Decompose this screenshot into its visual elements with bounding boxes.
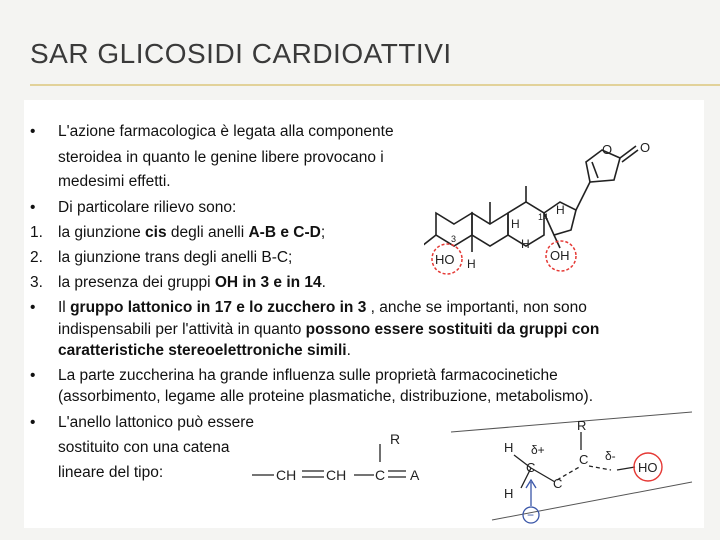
model-c-1: C [526,460,536,475]
stereoelectronic-model [449,410,694,528]
negative-charge-symbol: − [527,508,535,522]
number-marker-1: 1. [30,224,43,241]
model-h-top: H [504,440,514,455]
h-c8: H [511,217,520,231]
item-1-text-c: ; [320,224,326,241]
numbered-item-2: la giunzione trans degli anelli B-C; [58,249,293,266]
position-14-label: 14 [538,212,549,222]
ho-3-group [424,238,474,278]
h-c5: H [467,257,476,271]
bullet-3-bold-a: gruppo lattonico in 17 e lo zucchero in 3 [70,299,367,316]
item-1-text-b: degli anelli [166,224,249,241]
bullet-3-line-1 [58,298,587,318]
linear-chain-formula [252,426,442,486]
oh-c14: OH [550,248,570,263]
position-3-label: 3 [451,234,457,244]
h-c9: H [521,237,530,251]
number-marker-3: 3. [30,274,43,291]
numbered-item-1 [58,223,325,243]
delta-minus: δ- [605,449,616,463]
item-3-text-a: la presenza dei gruppi [58,274,215,291]
item-1-bold-cis: cis [145,224,167,241]
bullet-4-line-2: (assorbimento, legame alle proteine plasmatiche, distribuzione, metabolismo). [58,388,594,405]
title-divider [30,84,720,86]
item-3-bold: OH in 3 e in 14 [214,274,322,291]
bullet-5-line-1: L'anello lattonico può essere [58,414,254,431]
chain-ch-2: CH [326,467,347,483]
ho-c3-label: HO [435,252,455,267]
bullet-1-line-3: medesimi effetti. [58,173,171,190]
item-1-text-a: la giunzione [58,224,146,241]
item-3-text-b: . [321,274,326,291]
bullet-4-line-1: La parte zuccherina ha grande influenza sulle proprietà farmacocinetiche [58,367,558,384]
bullet-2-line: Di particolare rilievo sono: [58,199,237,216]
chain-r: R [390,431,401,447]
model-ho: HO [638,460,658,475]
bullet-1-line-2: steroidea in quanto le genine libere provocano i [58,149,384,166]
chain-a: A [410,467,420,483]
model-h-bottom: H [504,486,514,501]
model-c-3: C [579,452,589,467]
bullet-marker: • [30,123,36,140]
bullet-3-text-a: Il [58,299,71,316]
bullet-3-text-b: , anche se importanti, non sono [366,299,587,316]
content-panel [24,100,704,528]
carbonyl-oxygen: O [640,140,651,155]
bullet-1-line-1: L'azione farmacologica è legata alla componente [58,123,394,140]
bullet-3-bold-c: caratteristiche stereoelettroniche simili [58,342,347,359]
bullet-3-bold-b: possono essere sostituiti da gruppi con [305,321,600,338]
bullet-5-line-2: sostituito con una catena [58,439,230,456]
lactone-ring-oxygen: O [602,142,613,157]
bullet-5-line-3: lineare del tipo: [58,464,164,481]
h-c17: H [556,203,565,217]
bullet-marker: • [30,299,36,316]
bullet-marker: • [30,367,36,384]
model-r: R [577,418,587,433]
item-1-bold-rings: A-B e C-D [248,224,321,241]
numbered-item-3 [58,273,326,293]
bullet-marker: • [30,199,36,216]
model-c-2: C [553,476,563,491]
delta-plus: δ+ [531,443,545,457]
bullet-3-text-d: . [346,342,351,359]
bullet-3-text-c: indispensabili per l'attività in quanto [58,321,306,338]
bullet-3-line-3 [58,341,351,361]
chain-c: C [375,467,386,483]
chain-ch-1: CH [276,467,297,483]
slide-title: SAR GLICOSIDI CARDIOATTIVI [30,38,452,69]
bullet-marker: • [30,414,36,431]
bullet-3-line-2 [58,320,599,340]
number-marker-2: 2. [30,249,43,266]
